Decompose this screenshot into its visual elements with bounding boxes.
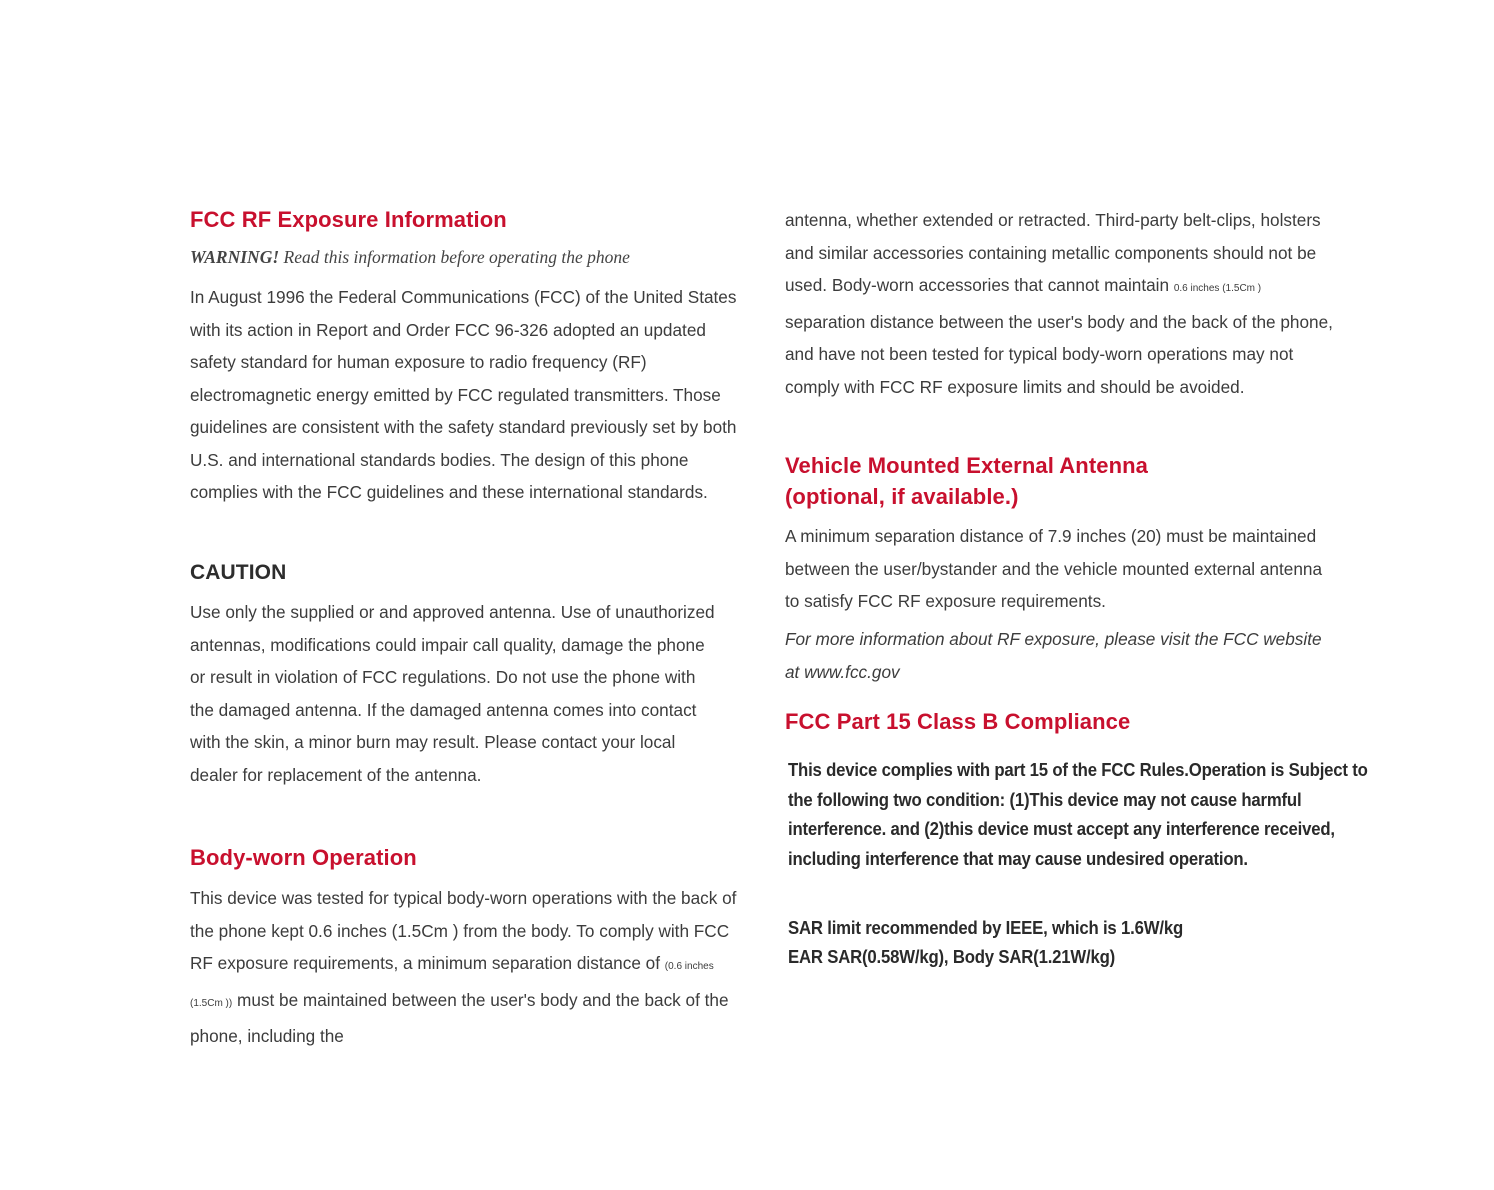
vehicle-antenna-body: A minimum separation distance of 7.9 inches (20) must be maintained between the user/bystander and the vehicle mounted external antenna to satisfy FCC RF exposure requirements. (785, 526, 1323, 611)
body-worn-continued (785, 204, 1345, 403)
body-worn-text-2: must be maintained between the user's body and the back of the phone, including the (190, 989, 729, 1046)
sar-values-line: EAR SAR(0.58W/kg), Body SAR(1.21W/kg) (788, 947, 1116, 967)
warning-line (190, 247, 630, 268)
sar-limit-line: SAR limit recommended by IEEE, which is 1.6W/kg (788, 918, 1183, 938)
caution-body: Use only the supplied or and approved antenna. Use of unauthorized antennas, modifications could impair call quality, damage the phone or result in violation of FCC regulations. Do not use the phone with the damaged antenna. If the damaged antenna comes into contact with the skin, a minor burn may result. Please contact your local dealer for replacement of the antenna. (190, 602, 715, 785)
part15-body: This device complies with part 15 of the FCC Rules.Operation is Subject to the following two condition: (1)This device may not cause harmful interference. and (2)this device must accept any interference received, including interference that may cause undesired operation. (788, 760, 1368, 869)
fcc-rf-exposure-heading: FCC RF Exposure Information (190, 207, 507, 232)
body-worn-cont-text-1: antenna, whether extended or retracted. Third-party belt-clips, holsters and similar accessories containing metallic components should not be used. Body-worn accessories that cannot maintain (785, 210, 1321, 295)
part15-heading: FCC Part 15 Class B Compliance (785, 709, 1131, 734)
rf-info-note: For more information about RF exposure, please visit the FCC website at www.fcc.gov (785, 629, 1322, 682)
fcc-rf-exposure-body: In August 1996 the Federal Communications (FCC) of the United States with its action in Report and Order FCC 96-326 adopted an updated safety standard for human exposure to radio frequency (RF) electromagnetic energy emitted by FCC regulated transmitters. Those guidelines are consistent with the safety standard previously set by both U.S. and international standards bodies. The design of this phone complies with the FCC guidelines and these international standards. (190, 287, 737, 502)
caution-heading: CAUTION (190, 561, 287, 584)
warning-text: Read this information before operating the phone (279, 247, 630, 267)
body-worn-text-1: This device was tested for typical body-worn operations with the back of the phone kept 0.6 inches (1.5Cm ) from the body. To comply with FCC RF exposure requirements, a minimum separation distance of (190, 888, 737, 973)
body-worn-heading: Body-worn Operation (190, 845, 417, 870)
warning-label: WARNING! (190, 247, 280, 267)
vehicle-antenna-heading-line2: (optional, if available.) (785, 484, 1019, 509)
body-worn-body (190, 882, 740, 1053)
body-worn-cont-inline-distance: 0.6 inches (1.5Cm ) (1173, 283, 1262, 294)
vehicle-antenna-heading-line1: Vehicle Mounted External Antenna (785, 453, 1149, 478)
body-worn-cont-text-2: separation distance between the user's body and the back of the phone, and have not been tested for typical body-worn operations may not comply with FCC RF exposure limits and should be avoided. (785, 311, 1333, 397)
body-worn-inline-distance: (0.6 inches (1.5Cm )) (190, 961, 714, 1009)
